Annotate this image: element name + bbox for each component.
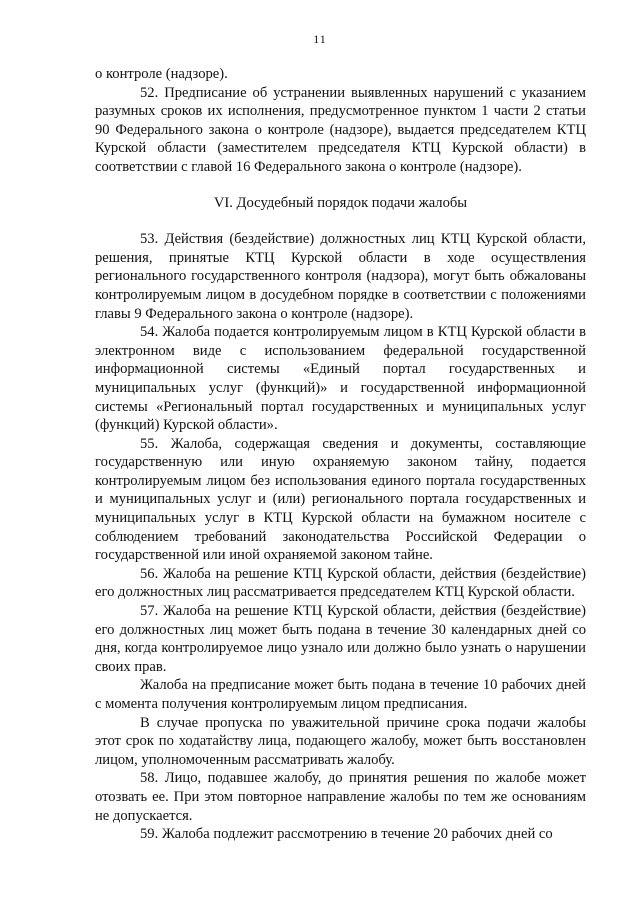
paragraph-57-restoration: В случае пропуска по уважительной причине срока подачи жалобы этот срок по ходатайству лица, подающего жалобу, может быть восстановлен лицом, уполномоченным рассматривать жалобу.	[95, 714, 586, 768]
page-number: 11	[313, 32, 327, 46]
paragraph-58: 58. Лицо, подавшее жалобу, до принятия решения по жалобе может отозвать ее. При этом повторное направление жалобы по тем же основаниям не допускается.	[95, 770, 586, 824]
paragraph-53: 53. Действия (бездействие) должностных лиц КТЦ Курской области, решения, принятые КТЦ Курской области в ходе осуществления регионального государственного контроля (надзора), могут быть обжалованы контролируемым лицом в досудебном порядке в соответствии с положениями главы 9 Федерального закона о контроле (надзоре).	[95, 231, 586, 322]
paragraph-59: 59. Жалоба подлежит рассмотрению в течение 20 рабочих дней со	[140, 826, 553, 843]
paragraph-54: 54. Жалоба подается контролируемым лицом в КТЦ Курской области в электронном виде с использованием федеральной государственной информационной системы «Единый портал государственных и муниципальных услуг (функций)» и государственной информационной системы «Региональный портал государственных и муниципальных услуг (функций) Курской области».	[95, 324, 586, 434]
section-heading: VI. Досудебный порядок подачи жалобы	[213, 194, 468, 211]
document-body	[95, 65, 586, 844]
paragraph-57: 57. Жалоба на решение КТЦ Курской области, действия (бездействие) его должностных лиц может быть подана в течение 30 календарных дней со дня, когда контролируемое лицо узнало или должно было узнать о нарушении своих прав.	[95, 603, 586, 675]
paragraph-52: 52. Предписание об устранении выявленных нарушений с указанием разумных сроков их исполнения, предусмотренное пунктом 1 части 2 статьи 90 Федерального закона о контроле (надзоре), выдается председателем КТЦ Курской области (заместителем председателя КТЦ Курской области) в соответствии с главой 16 Федерального закона о контроле (надзоре).	[95, 84, 586, 175]
paragraph-57-prescription: Жалоба на предписание может быть подана в течение 10 рабочих дней с момента получения контролируемым лицом предписания.	[95, 677, 586, 712]
paragraph-55: 55. Жалоба, содержащая сведения и документы, составляющие государственную или иную охраняемую законом тайну, подается контролируемым лицом без использования единого портала государственных и муниципальных услуг и (или) регионального портала государственных и муниципальных услуг в КТЦ Курской области на бумажном носителе с соблюдением требований законодательства Российской Федерации о государственной или иной охраняемой законом тайне.	[95, 435, 586, 564]
paragraph-continuation: о контроле (надзоре).	[95, 66, 228, 82]
paragraph-56: 56. Жалоба на решение КТЦ Курской области, действия (бездействие) его должностных лиц рассматривается председателем КТЦ Курской области.	[95, 565, 586, 601]
